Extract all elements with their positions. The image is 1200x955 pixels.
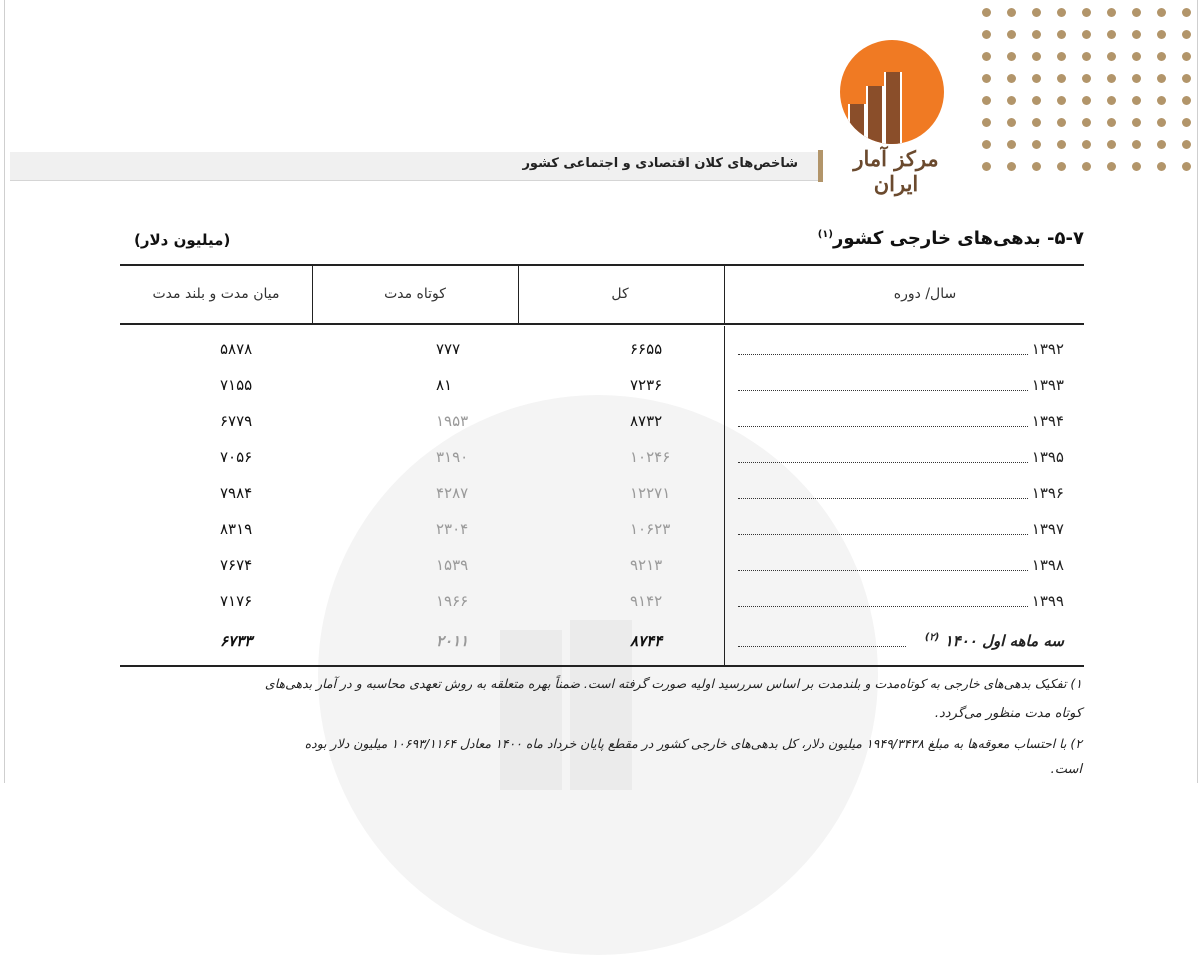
dot-leader (738, 534, 1028, 535)
dot-leader (738, 462, 1028, 463)
decorative-dot (1057, 96, 1066, 105)
decorative-dot (1132, 140, 1141, 149)
decorative-dot (1082, 96, 1091, 105)
row-long-term: ۷۱۵۵ (220, 376, 253, 394)
decorative-dot (1132, 118, 1141, 127)
decorative-dot (1082, 52, 1091, 61)
decorative-dot (1107, 52, 1116, 61)
decorative-dot (1032, 30, 1041, 39)
table-bottom-rule (120, 665, 1084, 667)
title-footnote-mark: (۱) (817, 229, 833, 240)
decorative-dot (1107, 162, 1116, 171)
row-period: ۱۳۹۶ (1031, 484, 1064, 502)
table-title-text: ۵-۷- بدهی‌های خارجی کشور (832, 228, 1084, 249)
decorative-dot (1032, 8, 1041, 17)
table-row (120, 548, 1084, 584)
unit-label: (میلیون دلار) (134, 231, 231, 249)
header-total: کل (611, 286, 629, 302)
decorative-dot (1057, 74, 1066, 83)
row-long-term: ۶۷۳۳ (220, 632, 253, 650)
decorative-dot (1132, 30, 1141, 39)
table-row (120, 584, 1084, 620)
decorative-dot (1007, 30, 1016, 39)
decorative-dot (1032, 74, 1041, 83)
row-long-term: ۶۷۷۹ (220, 412, 253, 430)
dot-leader (738, 390, 1028, 391)
decorative-dot (1007, 52, 1016, 61)
decorative-dot (1182, 96, 1191, 105)
table-row (120, 368, 1084, 404)
decorative-dot (1182, 52, 1191, 61)
table-top-rule (120, 264, 1084, 266)
decorative-dot (1132, 96, 1141, 105)
decorative-dot (1057, 52, 1066, 61)
row-long-term: ۸۳۱۹ (220, 520, 253, 538)
decorative-dot (982, 74, 991, 83)
decorative-dot (1132, 162, 1141, 171)
row-period: ۱۳۹۸ (1031, 556, 1064, 574)
decorative-dot (1107, 74, 1116, 83)
footnote-2-cont: است. (1050, 762, 1082, 777)
decorative-dot (1032, 118, 1041, 127)
table-row (120, 440, 1084, 476)
decorative-dot (1007, 96, 1016, 105)
row-period: ۱۳۹۴ (1031, 412, 1064, 430)
decorative-dot (1157, 30, 1166, 39)
row-period-text: سه ماهه اول ۱۴۰۰ (944, 632, 1064, 650)
row-total: ۱۰۶۲۳ (630, 520, 671, 538)
decorative-dot (1007, 140, 1016, 149)
column-divider (518, 266, 519, 324)
decorative-dot (1107, 96, 1116, 105)
decorative-dot (1157, 162, 1166, 171)
decorative-dot (1032, 96, 1041, 105)
column-divider (312, 266, 313, 324)
row-short-term: ۸۱ (436, 376, 453, 394)
dot-leader (738, 570, 1028, 571)
row-short-term: ۱۹۶۶ (436, 592, 469, 610)
row-total: ۱۲۲۷۱ (630, 484, 671, 502)
row-period: ۱۳۹۲ (1031, 340, 1064, 358)
footnote-2: ۲) با احتساب معوقه‌ها به مبلغ ۱۹۴۹/۳۴۳۸ میلیون دلار، کل بدهی‌های خارجی کشور در مقطع پایان خرداد ماه ۱۴۰۰ معادل ۱۰۶۹۳/۱۱۶۴ میلیون دلار بوده (304, 736, 1082, 751)
row-long-term: ۷۶۷۴ (220, 556, 253, 574)
logo-text: مرکز آمار ایران (853, 146, 939, 196)
dot-leader (738, 426, 1028, 427)
row-total: ۸۷۴۴ (630, 632, 663, 650)
decorative-dot (1107, 118, 1116, 127)
decorative-dot (1182, 30, 1191, 39)
footnote-1: ۱) تفکیک بدهی‌های خارجی به کوتاه‌مدت و بلندمدت بر اساس سررسید اولیه صورت گرفته است. ضمناً بهره متعلقه به روش تعهدی محاسبه و در آمار بدهی‌های (264, 676, 1082, 691)
table-row (120, 512, 1084, 548)
decorative-dot (1082, 118, 1091, 127)
row-short-term: ۱۵۳۹ (436, 556, 469, 574)
row-total: ۸۷۳۲ (630, 412, 663, 430)
decorative-dot (982, 140, 991, 149)
decorative-dot (982, 30, 991, 39)
table-row (120, 404, 1084, 440)
row-total: ۹۲۱۳ (630, 556, 663, 574)
decorative-dot (1082, 162, 1091, 171)
table-title (818, 228, 1084, 249)
decorative-dot (982, 8, 991, 17)
decorative-dot (1057, 30, 1066, 39)
decorative-dot (982, 96, 991, 105)
decorative-dot (1182, 140, 1191, 149)
decorative-dot (1132, 52, 1141, 61)
decorative-dot (1057, 140, 1066, 149)
decorative-dot (1082, 74, 1091, 83)
row-short-term: ۳۱۹۰ (436, 448, 469, 466)
decorative-dot (1182, 8, 1191, 17)
decorative-dot (1057, 118, 1066, 127)
decorative-dot (1082, 30, 1091, 39)
decorative-dot (1032, 162, 1041, 171)
publication-subtitle: شاخص‌های کلان اقتصادی و اجتماعی کشور (522, 156, 798, 171)
row-total: ۷۲۳۶ (630, 376, 663, 394)
header-long-term: میان مدت و بلند مدت (152, 286, 280, 302)
decorative-dot (1157, 74, 1166, 83)
dot-leader (738, 606, 1028, 607)
row-period (925, 632, 1064, 650)
decorative-dot (1157, 8, 1166, 17)
row-total: ۹۱۴۲ (630, 592, 663, 610)
dot-leader (738, 354, 1028, 355)
row-short-term: ۱۹۵۳ (436, 412, 469, 430)
decorative-dot (1007, 118, 1016, 127)
footnote-1-cont: کوتاه مدت منظور می‌گردد. (934, 706, 1082, 721)
decorative-dot (1182, 162, 1191, 171)
row-short-term: ۲۳۰۴ (436, 520, 469, 538)
table-row-total (120, 624, 1084, 660)
decorative-dot (1082, 140, 1091, 149)
decorative-dot (1182, 118, 1191, 127)
decorative-dot (982, 52, 991, 61)
decorative-dot (1057, 8, 1066, 17)
row-total: ۶۶۵۵ (630, 340, 663, 358)
decorative-dot (1157, 96, 1166, 105)
table-row (120, 476, 1084, 512)
row-period: ۱۳۹۳ (1031, 376, 1064, 394)
column-divider (724, 266, 725, 324)
row-period: ۱۳۹۹ (1031, 592, 1064, 610)
decorative-dot (1007, 162, 1016, 171)
decorative-dot (1007, 8, 1016, 17)
row-period: ۱۳۹۵ (1031, 448, 1064, 466)
decorative-dot (1082, 8, 1091, 17)
row-period: ۱۳۹۷ (1031, 520, 1064, 538)
decorative-dot (1107, 30, 1116, 39)
header-accent-rule (818, 150, 823, 182)
dot-leader (738, 498, 1028, 499)
decorative-dot-pattern (968, 0, 1200, 178)
decorative-dot (1007, 74, 1016, 83)
header-period: سال/ دوره (893, 286, 957, 302)
decorative-dot (1157, 118, 1166, 127)
dot-leader (738, 646, 906, 647)
row-long-term: ۷۰۵۶ (220, 448, 253, 466)
decorative-dot (1107, 140, 1116, 149)
row-long-term: ۷۹۸۴ (220, 484, 253, 502)
decorative-dot (1157, 140, 1166, 149)
decorative-dot (1132, 8, 1141, 17)
decorative-dot (1107, 8, 1116, 17)
decorative-dot (1032, 52, 1041, 61)
logo-icon (840, 40, 944, 144)
row-short-term: ۷۷۷ (436, 340, 461, 358)
decorative-dot (982, 162, 991, 171)
decorative-dot (982, 118, 991, 127)
decorative-dot (1057, 162, 1066, 171)
row-short-term: ۲۰۱۱ (436, 632, 469, 650)
decorative-dot (1132, 74, 1141, 83)
row-long-term: ۷۱۷۶ (220, 592, 253, 610)
decorative-dot (1032, 140, 1041, 149)
row-total: ۱۰۲۴۶ (630, 448, 671, 466)
decorative-dot (1157, 52, 1166, 61)
table-header-rule (120, 323, 1084, 325)
row-long-term: ۵۸۷۸ (220, 340, 253, 358)
header-short-term: کوتاه مدت (384, 286, 446, 302)
period-footnote-mark: (۲) (924, 632, 940, 643)
table-row (120, 332, 1084, 368)
row-short-term: ۴۲۸۷ (436, 484, 469, 502)
decorative-dot (1182, 74, 1191, 83)
